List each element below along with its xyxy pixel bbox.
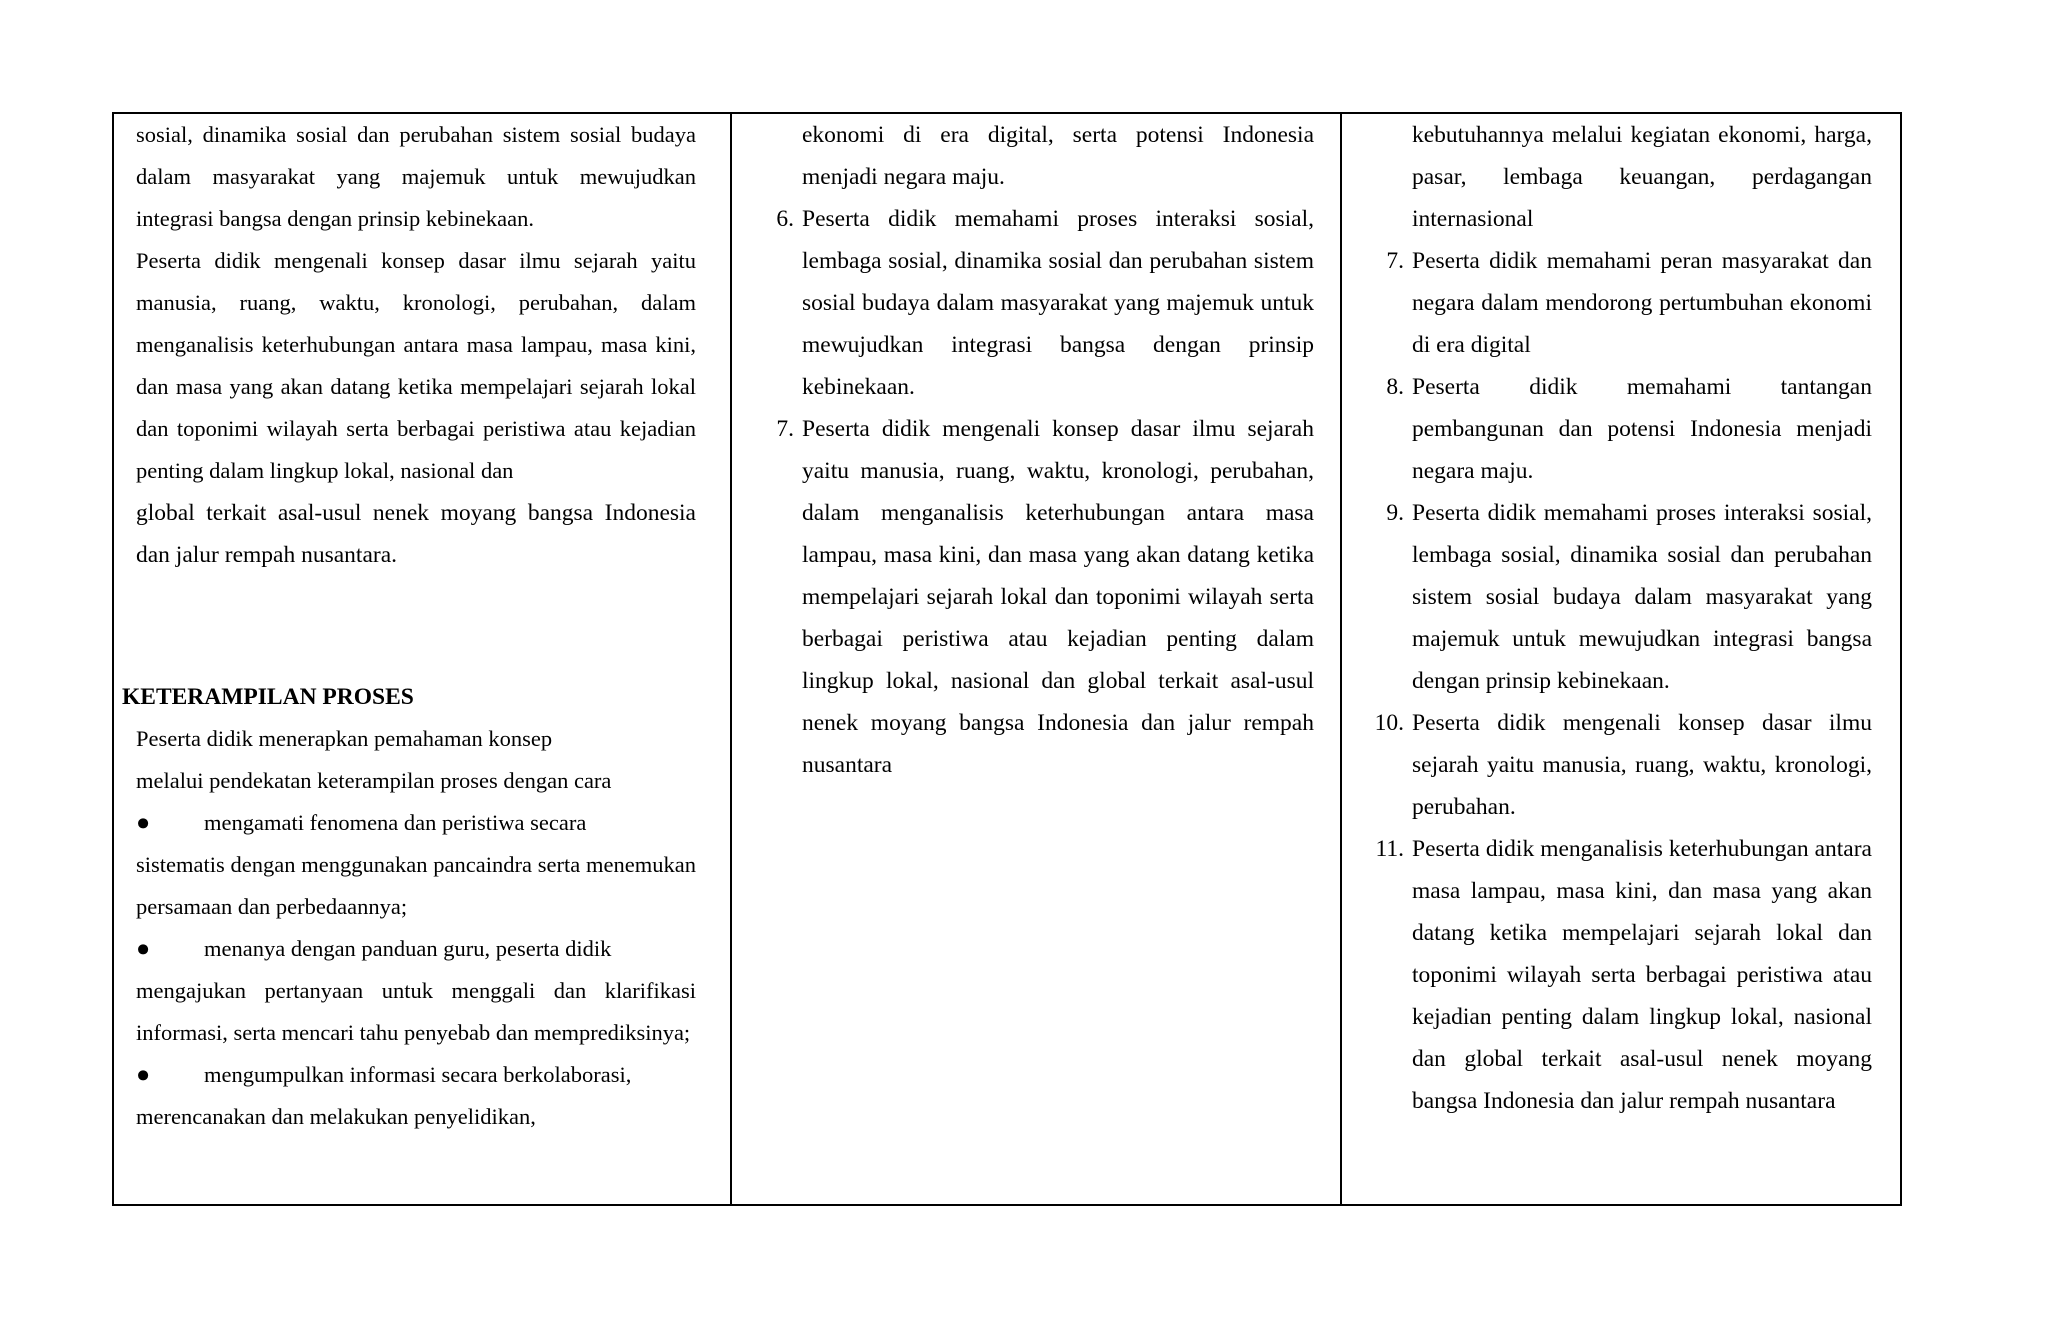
list-item <box>1364 828 1872 1122</box>
table-row <box>113 113 1901 1205</box>
item-number: 11. <box>1375 836 1404 862</box>
col1-content <box>122 114 696 1138</box>
bullet-continuation: merencanakan dan melakukan penyelidikan, <box>136 1104 536 1129</box>
col3-continuation: kebutuhannya melalui kegiatan ekonomi, harga, pasar, lembaga keuangan, perdagangan internasional <box>1412 122 1872 232</box>
table-cell-col3 <box>1341 113 1901 1205</box>
item-number: 10. <box>1374 710 1404 736</box>
bullet-icon: ● <box>136 810 151 836</box>
list-item <box>136 1054 696 1096</box>
list-item <box>754 198 1314 408</box>
list-item <box>1364 366 1872 492</box>
item-text: Peserta didik memahami peran masyarakat dan negara dalam mendorong pertumbuhan ekonomi di era digital <box>1412 248 1872 358</box>
list-item <box>136 802 696 844</box>
bullet-icon: ● <box>136 936 151 962</box>
bullet-first-line: mengamati fenomena dan peristiwa secara <box>204 810 587 835</box>
bullet-first-line: mengumpulkan informasi secara berkolaborasi, <box>204 1062 632 1087</box>
curriculum-table <box>112 112 1902 1206</box>
item-number: 6. <box>776 206 794 232</box>
item-number: 7. <box>776 416 794 442</box>
list-item <box>1364 492 1872 702</box>
table-cell-col1 <box>113 113 731 1205</box>
col1-paragraph-1: sosial, dinamika sosial dan perubahan sistem sosial budaya dalam masyarakat yang majemuk untuk mewujudkan integrasi bangsa dengan prinsip kebinekaan. <box>136 122 696 231</box>
col1-intro-line-2: melalui pendekatan keterampilan proses dengan cara <box>136 768 612 793</box>
item-text: Peserta didik memahami proses interaksi sosial, lembaga sosial, dinamika sosial dan perubahan sistem sosial budaya dalam masyarakat yang majemuk untuk mewujudkan integrasi bangsa dengan prinsip kebinekaan. <box>1412 500 1872 694</box>
bullet-icon: ● <box>136 1062 151 1088</box>
col1-paragraph-3: global terkait asal-usul nenek moyang bangsa Indonesia dan jalur rempah nusantara. <box>136 500 696 568</box>
item-number: 9. <box>1386 500 1404 526</box>
item-number: 8. <box>1386 374 1404 400</box>
col3-content <box>1364 114 1872 1122</box>
col2-content <box>754 114 1314 786</box>
list-item <box>1364 702 1872 828</box>
table-cell-col2 <box>731 113 1341 1205</box>
col1-paragraph-2: Peserta didik mengenali konsep dasar ilmu sejarah yaitu manusia, ruang, waktu, kronologi, perubahan, dalam menganalisis keterhubungan antara masa lampau, masa kini, dan masa yang akan datang ketika mempelajari sejarah lokal dan toponimi wilayah serta berbagai peristiwa atau kejadian penting dalam lingkup lokal, nasional dan <box>136 248 696 483</box>
list-item <box>1364 240 1872 366</box>
section-heading: KETERAMPILAN PROSES <box>122 684 414 710</box>
bullet-first-line: menanya dengan panduan guru, peserta didik <box>204 936 612 961</box>
item-number: 7. <box>1386 248 1404 274</box>
list-item <box>136 928 696 970</box>
item-text: Peserta didik mengenali konsep dasar ilmu sejarah yaitu manusia, ruang, waktu, kronologi, perubahan, dalam menganalisis keterhubungan antara masa lampau, masa kini, dan masa yang akan datang ketika mempelajari sejarah lokal dan toponimi wilayah serta berbagai peristiwa atau kejadian penting dalam lingkup lokal, nasional dan global terkait asal-usul nenek moyang bangsa Indonesia dan jalur rempah nusantara <box>802 416 1314 778</box>
bullet-continuation: mengajukan pertanyaan untuk menggali dan klarifikasi informasi, serta mencari tahu penyebab dan memprediksinya; <box>136 978 696 1045</box>
item-text: Peserta didik memahami proses interaksi sosial, lembaga sosial, dinamika sosial dan perubahan sistem sosial budaya dalam masyarakat yang majemuk untuk mewujudkan integrasi bangsa dengan prinsip kebinekaan. <box>802 206 1314 400</box>
list-item <box>754 408 1314 786</box>
col1-intro-line-1: Peserta didik menerapkan pemahaman konsep <box>136 726 553 751</box>
bullet-continuation: sistematis dengan menggunakan pancaindra serta menemukan persamaan dan perbedaannya; <box>136 852 696 919</box>
item-text: Peserta didik menganalisis keterhubungan antara masa lampau, masa kini, dan masa yang akan datang ketika mempelajari sejarah lokal dan toponimi wilayah serta berbagai peristiwa atau kejadian penting dalam lingkup lokal, nasional dan global terkait asal-usul nenek moyang bangsa Indonesia dan jalur rempah nusantara <box>1412 836 1872 1114</box>
item-text: Peserta didik memahami tantangan pembangunan dan potensi Indonesia menjadi negara maju. <box>1412 374 1872 484</box>
col2-continuation: ekonomi di era digital, serta potensi Indonesia menjadi negara maju. <box>802 122 1314 190</box>
item-text: Peserta didik mengenali konsep dasar ilmu sejarah yaitu manusia, ruang, waktu, kronologi, perubahan. <box>1412 710 1872 820</box>
